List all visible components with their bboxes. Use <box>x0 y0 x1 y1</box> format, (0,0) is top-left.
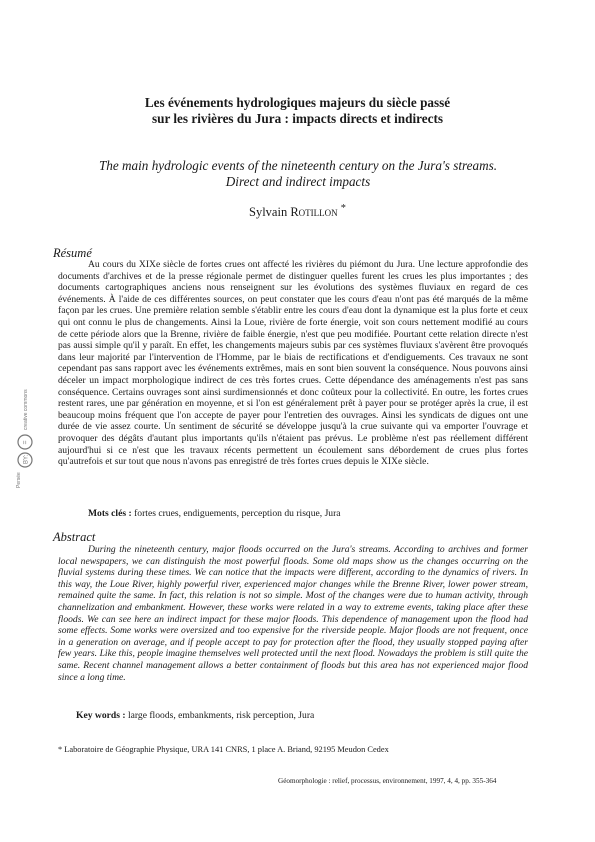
by-icon: BY: <box>23 454 30 464</box>
mots-cles-line <box>88 508 341 519</box>
french-title-line-1: Les événements hydrologiques majeurs du siècle passé <box>144 95 451 110</box>
mots-cles-label: Mots clés : <box>88 508 132 519</box>
french-title <box>60 95 535 126</box>
creative-commons-badge <box>14 350 36 490</box>
keywords-text: large floods, embankments, risk perception, Jura <box>127 710 315 721</box>
author-first-name: Sylvain <box>249 205 288 220</box>
affiliation-footnote: * Laboratoire de Géographie Physique, URA 141 CNRS, 1 place A. Briand, 92195 Meudon Cedex <box>58 745 389 754</box>
english-title <box>48 158 548 189</box>
english-title-line-2: Direct and indirect impacts <box>225 173 371 189</box>
author-line <box>60 203 535 220</box>
persee-label: Persée <box>16 472 22 488</box>
resume-heading: Résumé <box>53 246 92 260</box>
journal-reference: Géomorphologie : relief, processus, environnement, 1997, 4, 4, pp. 355-364 <box>278 777 497 785</box>
mots-cles-text: fortes crues, endiguements, perception du risque, Jura <box>134 508 341 519</box>
english-title-line-1: The main hydrologic events of the nineteenth century on the Jura's streams. <box>98 158 498 173</box>
author-footnote-mark: * <box>340 203 346 214</box>
keywords-label: Key words : <box>76 710 126 721</box>
resume-body: Au cours du XIXe siècle de fortes crues ont affecté les rivières du piémont du Jura. Une lecture approfondie des documents d'archives et de la presse régionale permet de distinguer quelles furent les crues les plus importantes ; des documents cartographiques anciens nous renseignent sur les évolutions des systèmes fluviaux en regard de ces événements. À l'aide de ces différentes sources, on peut constater que les cours d'eau n'ont pas été marqués de la même façon par les crues. Une première relation semble s'établir entre les cours d'eau dont la dynamique est la plus forte et ceux qui ont connu le plus de changements. Ainsi la Loue, rivière de forte énergie, voit son cours nettement modifié au cours de cette période alors que la Brenne, rivière de faible énergie, n'est que peu modifiée. Pourtant cette relation directe n'est pas aussi simple qu'il y paraît. En effet, les changements majeurs subis par ces systèmes fluviaux s'avèrent être provoqués dans leur majorité par l'intervention de l'Homme, par le biais de rectifications et d'endiguements. Ces travaux ne sont cependant pas sans rapport avec les événements extrêmes, mais en sont bien souvent la conséquence. Nous pouvons ainsi déceler un impact morphologique indirect de ces très fortes crues. Cette dépendance des aménagements n'est pas sans conséquence. Certains ouvrages sont ainsi surdimensionnés et donc coûteux pour la collectivité. En outre, les fortes crues restent rares, une par génération en moyenne, et si l'on est généralement prêt à payer pour se protéger après la crue, il est beaucoup moins fréquent que l'on accepte de payer pour l'entretien des ouvrages. Ainsi les syndicats de digues ont une durée de vie assez courte. Un sentiment de sécurité se développe jusqu'à la crue suivante qui va emporter l'ouvrage et provoquer des dégâts d'autant plus importants qu'ils n'étaient pas prévus. Le problème n'est pas réellement différent aujourd'hui si ce n'est que les travaux récents permettent un écoulement sans débordement de crues plus fortes qu'autrefois et sur tout que nous n'avons pas enregistré de très fortes crues depuis le XIXe siècle. <box>58 259 528 468</box>
author-last-name: Rotillon <box>290 205 338 220</box>
abstract-heading: Abstract <box>53 530 96 544</box>
abstract-body: During the nineteenth century, major floods occurred on the Jura's streams. According to archives and former local newspapers, we can distinguish the most powerful floods. Some old maps show us the changes occurring on the fluvial systems during these times. We can notice that the impacts were different, according to the dynamics of rivers. In this way, the Loue River, highly powerful river, experienced major changes while the Brenne River, lower power stream, remained quite the same. In fact, this relation is not so simple. Most of the changes were due to human activity, through channelization and embankment. However, these works were related in a way to extreme events, taking place after these floods. We can see here an indirect impact for these major floods. This dependence of management upon the flood had some effects. Some works were oversized and too expensive for the riverside people. Major floods are not frequent, once in a generation on average, and if people accept to pay for protection after the flood, they usually stopped paying after few years. Like this, people imagine themselves well protected until the next flood. Nowadays the problem is still quite the same. Recent channel management allows a better containment of floods but this area has not experienced major flood since a long time. <box>58 544 528 683</box>
equals-symbol: = <box>22 440 30 445</box>
french-title-line-2: sur les rivières du Jura : impacts directs et indirects <box>152 110 443 126</box>
keywords-line <box>76 710 314 721</box>
creative-commons-label: creative commons <box>23 389 29 430</box>
